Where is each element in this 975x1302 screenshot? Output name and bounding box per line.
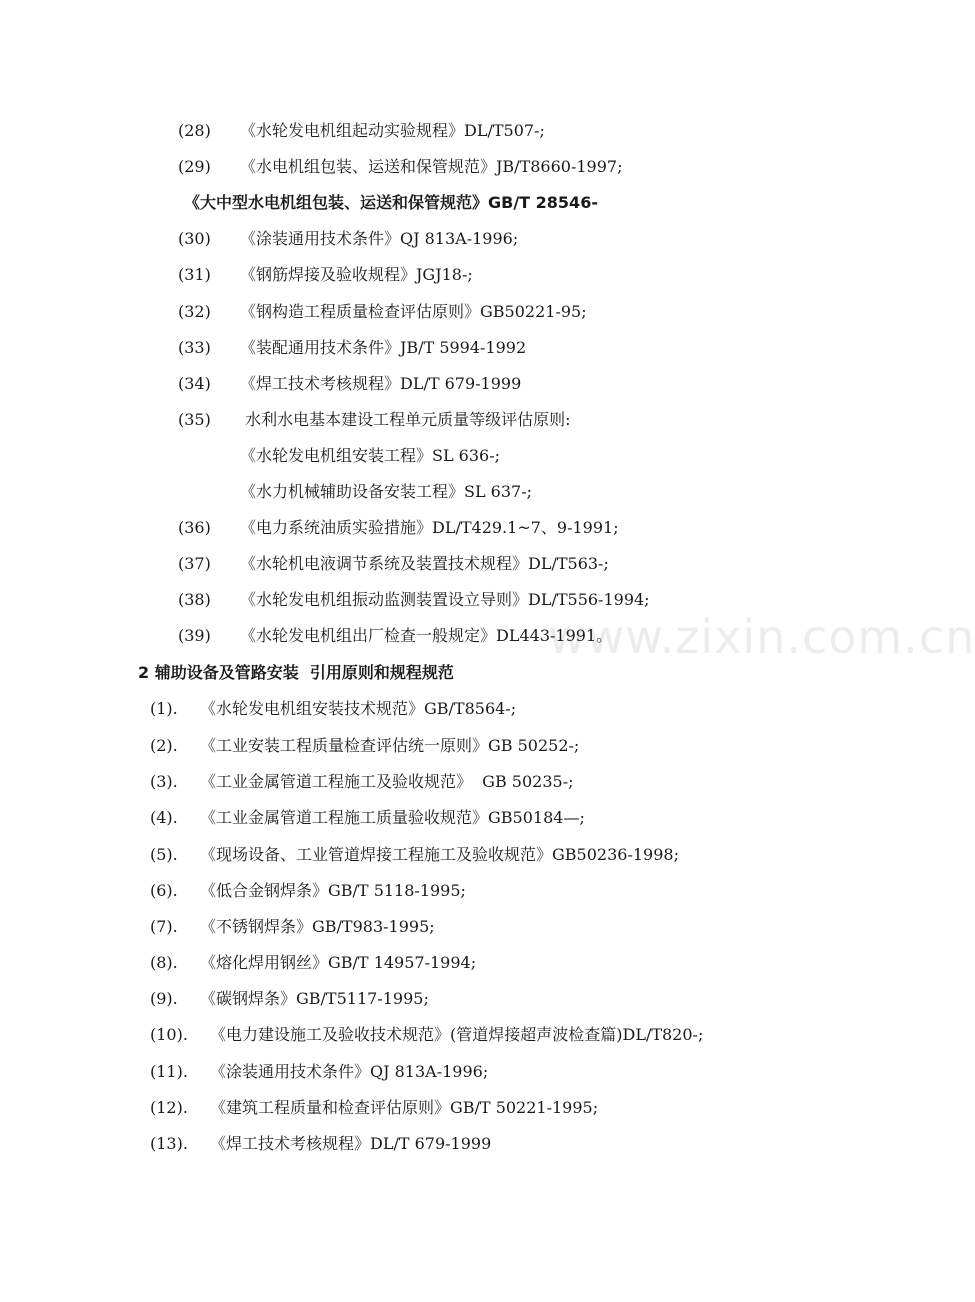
list-item xyxy=(150,1098,598,1118)
item-text: 《水轮发电机组安装工程》SL 636-; xyxy=(240,446,501,465)
item-number: (34) xyxy=(178,374,211,393)
list-item xyxy=(178,338,526,358)
item-text: 《涂装通用技术条件》QJ 813A-1996; xyxy=(240,229,519,248)
list-item xyxy=(178,265,473,285)
list-item xyxy=(178,374,521,394)
item-number: (10). xyxy=(150,1025,188,1044)
item-text: 《低合金钢焊条》GB/T 5118-1995; xyxy=(200,881,466,900)
list-item xyxy=(178,554,609,574)
list-item xyxy=(184,193,598,213)
item-text: 《水轮机电液调节系统及装置技术规程》DL/T563-; xyxy=(240,554,609,573)
item-text: 《电力系统油质实验措施》DL/T429.1~7、9-1991; xyxy=(240,518,619,537)
item-text: 《碳钢焊条》GB/T5117-1995; xyxy=(200,989,429,1008)
item-number: (4). xyxy=(150,808,178,827)
item-number: (1). xyxy=(150,699,178,718)
item-number: (12). xyxy=(150,1098,188,1117)
list-item xyxy=(150,989,429,1009)
item-text: 《涂装通用技术条件》QJ 813A-1996; xyxy=(210,1062,489,1081)
item-number: (3). xyxy=(150,772,178,791)
item-number: (11). xyxy=(150,1062,188,1081)
list-item xyxy=(240,446,500,466)
item-text: 《水轮发电机组振动监测装置设立导则》DL/T556-1994; xyxy=(240,590,650,609)
item-text: 《钢筋焊接及验收规程》JGJ18-; xyxy=(240,265,473,284)
list-item xyxy=(178,121,545,141)
item-text: 《大中型水电机组包装、运送和保管规范》GB/T 28546- xyxy=(184,193,598,212)
item-text: 《钢构造工程质量检查评估原则》GB50221-95; xyxy=(240,302,587,321)
item-text: 水利水电基本建设工程单元质量等级评估原则: xyxy=(240,410,571,429)
item-number: (39) xyxy=(178,626,211,645)
list-item xyxy=(178,410,570,430)
list-item xyxy=(178,157,622,177)
list-item xyxy=(178,626,612,646)
list-item xyxy=(240,482,532,502)
list-item xyxy=(150,917,435,937)
item-text: 《水轮发电机组出厂检查一般规定》DL443-1991。 xyxy=(240,626,613,645)
item-number: (8). xyxy=(150,953,178,972)
item-number: (28) xyxy=(178,121,211,140)
item-text: 《焊工技术考核规程》DL/T 679-1999 xyxy=(240,374,522,393)
item-text: 《水轮发电机组安装技术规范》GB/T8564-; xyxy=(200,699,517,718)
item-text: 《电力建设施工及验收技术规范》(管道焊接超声波检查篇)DL/T820-; xyxy=(210,1025,704,1044)
item-text: 《装配通用技术条件》JB/T 5994-1992 xyxy=(240,338,527,357)
item-text: 《现场设备、工业管道焊接工程施工及验收规范》GB50236-1998; xyxy=(200,845,679,864)
list-item xyxy=(150,881,466,901)
section-heading: 2 辅助设备及管路安装 引用原则和规程规范 xyxy=(138,663,454,682)
item-number: (31) xyxy=(178,265,211,284)
list-item xyxy=(178,302,587,322)
item-text: 《水轮发电机组起动实验规程》DL/T507-; xyxy=(240,121,545,140)
list-item xyxy=(178,229,518,249)
item-number: (32) xyxy=(178,302,211,321)
item-number: (35) xyxy=(178,410,211,429)
item-number: (29) xyxy=(178,157,211,176)
item-number: (30) xyxy=(178,229,211,248)
item-text: 《水力机械辅助设备安装工程》SL 637-; xyxy=(240,482,533,501)
item-number: (9). xyxy=(150,989,178,1008)
item-number: (37) xyxy=(178,554,211,573)
list-item xyxy=(150,699,516,719)
list-item xyxy=(150,1062,488,1082)
item-text: 《工业金属管道工程施工质量验收规范》GB50184—; xyxy=(200,808,585,827)
item-text: 《熔化焊用钢丝》GB/T 14957-1994; xyxy=(200,953,477,972)
list-item xyxy=(150,772,574,792)
item-text: 《工业安装工程质量检查评估统一原则》GB 50252-; xyxy=(200,736,580,755)
list-item xyxy=(178,518,619,538)
item-number: (36) xyxy=(178,518,211,537)
list-item xyxy=(150,808,585,828)
list-item xyxy=(178,590,650,610)
item-text: 《水电机组包装、运送和保管规范》JB/T8660-1997; xyxy=(240,157,623,176)
list-item xyxy=(150,1134,491,1154)
item-number: (2). xyxy=(150,736,178,755)
item-number: (13). xyxy=(150,1134,188,1153)
item-number: (38) xyxy=(178,590,211,609)
list-item xyxy=(150,845,679,865)
item-text: 《不锈钢焊条》GB/T983-1995; xyxy=(200,917,435,936)
item-text: 《焊工技术考核规程》DL/T 679-1999 xyxy=(210,1134,492,1153)
item-text: 《工业金属管道工程施工及验收规范》 GB 50235-; xyxy=(200,772,574,791)
list-item xyxy=(150,953,476,973)
item-number: (7). xyxy=(150,917,178,936)
list-item xyxy=(150,736,579,756)
item-number: (6). xyxy=(150,881,178,900)
watermark: www.zixin.com.cn xyxy=(548,610,975,664)
item-number: (33) xyxy=(178,338,211,357)
list-item xyxy=(150,1025,703,1045)
item-number: (5). xyxy=(150,845,178,864)
item-text: 《建筑工程质量和检查评估原则》GB/T 50221-1995; xyxy=(210,1098,599,1117)
